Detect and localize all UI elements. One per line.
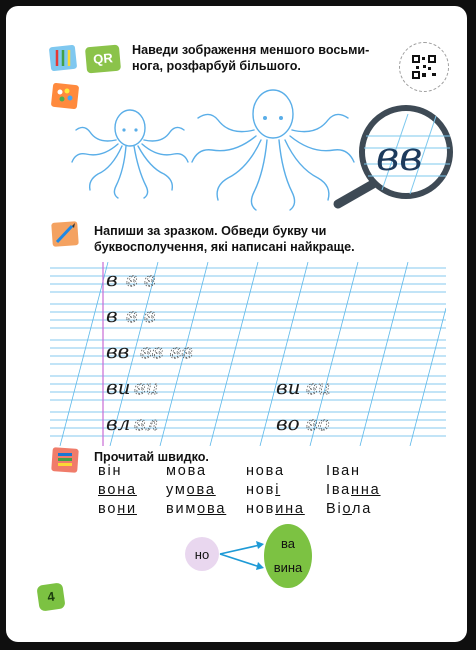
- syllable-bubble-right: [264, 524, 312, 588]
- writing-row-1: [106, 267, 156, 291]
- word: Іван: [326, 463, 361, 479]
- trace-letters[interactable]: в в: [126, 267, 156, 291]
- magnifier-graphic: [316, 100, 462, 212]
- reading-column-3: [246, 462, 305, 519]
- word: нова: [246, 463, 285, 479]
- word: нові: [246, 482, 281, 498]
- sample-letters: в: [106, 303, 118, 327]
- qr-code[interactable]: [399, 42, 449, 92]
- word: вимова: [166, 501, 227, 517]
- magnifier-letters: вв: [376, 134, 423, 180]
- qr-badge-label: QR: [92, 50, 114, 67]
- qr-code-icon[interactable]: [85, 45, 121, 74]
- task2-instruction: Напиши за зразком. Обведи букву чи буквосполучення, які написані найкраще.: [94, 224, 355, 254]
- reading-column-2: [166, 462, 226, 519]
- sample-letters: в: [106, 267, 118, 291]
- textbook-page: [6, 6, 467, 642]
- sample-letters-right: во: [276, 411, 300, 435]
- arrow-icon: [220, 541, 264, 570]
- task3-heading: Прочитай швидко.: [94, 450, 209, 464]
- writing-task-icon: [50, 220, 80, 248]
- syllable-diagram: [184, 524, 314, 590]
- draw-task-icon: [48, 44, 78, 72]
- task1-instruction: Наведи зображення меншого восьми-нога, розфарбуй більшого.: [132, 43, 370, 73]
- writing-row-4: [106, 375, 331, 399]
- word: Іванна: [326, 482, 381, 498]
- sample-letters: вл: [106, 411, 131, 435]
- sample-letters: ви: [106, 375, 131, 399]
- writing-row-2: [106, 303, 156, 327]
- trace-letters-right[interactable]: во: [306, 411, 330, 435]
- reading-task-icon: [50, 446, 80, 474]
- handwriting-practice-grid: [50, 262, 446, 446]
- trace-letters[interactable]: ви: [134, 375, 159, 399]
- word: вона: [98, 482, 137, 498]
- sample-letters-right: ви: [276, 375, 301, 399]
- sample-letters: вв: [106, 339, 130, 363]
- word: Віола: [326, 501, 373, 517]
- trace-letters[interactable]: вл: [134, 411, 159, 435]
- syllable-bottom-text: вина: [273, 560, 303, 575]
- trace-letters[interactable]: в в: [126, 303, 156, 327]
- trace-letters[interactable]: вв вв: [140, 339, 193, 363]
- trace-letters-right[interactable]: ви: [306, 375, 331, 399]
- syllable-left-text: но: [194, 547, 210, 562]
- syllable-top-text: ва: [281, 536, 295, 551]
- word: мова: [166, 463, 207, 479]
- reading-column-1: [98, 462, 137, 519]
- word: умова: [166, 482, 216, 498]
- word: він: [98, 463, 123, 479]
- writing-row-3: [106, 339, 193, 363]
- small-octopus-outline: [68, 102, 196, 202]
- page-number: 4: [46, 588, 56, 605]
- word: новина: [246, 501, 305, 517]
- word: вони: [98, 501, 137, 517]
- page-number-badge: [36, 582, 65, 611]
- reading-column-4: [326, 462, 381, 519]
